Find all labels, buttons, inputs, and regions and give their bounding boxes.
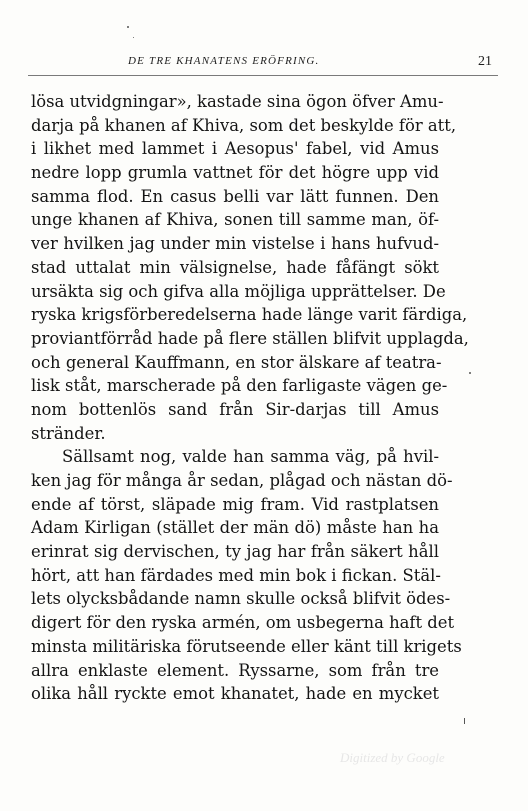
text-line: Sällsamt nog, valde han samma väg, på hvil- <box>62 447 439 467</box>
text-line: erinrat sig dervischen, ty jag har från säkert håll <box>31 542 439 562</box>
text-line: nom bottenlös sand från Sir-darjas till Amus <box>31 399 439 419</box>
text-line: och general Kauffmann, en stor älskare af teatra- <box>31 352 442 372</box>
text-line: lösa utvidgningar», kastade sina ögon öfver Amu- <box>31 92 444 111</box>
text-line: ursäkta sig och gifva alla möjliga upprättelser. De <box>31 281 446 301</box>
paragraph <box>31 90 469 445</box>
text-line: hört, att han färdades med min bok i fickan. Stäl- <box>31 565 441 585</box>
text-line: lisk ståt, marscherade på den farligaste vägen ge- <box>31 376 448 396</box>
text-line: proviantförråd hade på flere ställen blifvit upplagda, <box>31 328 469 348</box>
text-line: samma flod. En casus belli var lätt funnen. Den <box>31 186 439 206</box>
text-line: i likhet med lammet i Aesopus' fabel, vid Amus <box>31 139 439 159</box>
text-line: ende af törst, släpade mig fram. Vid rastplatsen <box>31 494 439 514</box>
page-number: 21 <box>478 54 492 69</box>
text-line: darja på khanen af Khiva, som det beskylde för att, <box>31 115 457 135</box>
running-title: DE TRE KHANATENS ERÖFRING. <box>128 55 320 67</box>
text-line: stränder. <box>31 423 106 443</box>
paragraph <box>31 445 462 706</box>
text-line: ryska krigsförberedelserna hade länge varit färdiga, <box>31 305 468 325</box>
text-line: ver hvilken jag under min vistelse i hans hufvud- <box>31 234 439 254</box>
text-line: nedre lopp grumla vattnet för det högre upp vid <box>31 163 439 183</box>
text-line: stad uttalat min välsignelse, hade fåfängt sökt <box>31 257 439 277</box>
running-header <box>28 53 498 76</box>
paper-speck <box>464 718 465 724</box>
watermark: Digitized by Google <box>340 750 445 765</box>
text-line: olika håll ryckte emot khanatet, hade en mycket <box>31 684 439 704</box>
text-line: Adam Kirligan (stället der män dö) måste han ha <box>31 518 439 538</box>
paper-speck <box>469 372 471 374</box>
text-line: allra enklaste element. Ryssarne, som från tre <box>31 660 439 680</box>
body-text <box>31 90 469 706</box>
text-line: lets olycksbådande namn skulle också blifvit ödes- <box>31 589 451 609</box>
paper-speck <box>133 37 134 38</box>
text-line: unge khanen af Khiva, sonen till samme man, öf- <box>31 210 439 230</box>
paper-speck <box>127 26 129 28</box>
text-line: minsta militäriska förutseende eller känt till krigets <box>31 636 462 656</box>
text-line: digert för den ryska armén, om usbegerna haft det <box>31 613 455 633</box>
text-line: ken jag för många år sedan, plågad och nästan dö- <box>31 471 453 490</box>
